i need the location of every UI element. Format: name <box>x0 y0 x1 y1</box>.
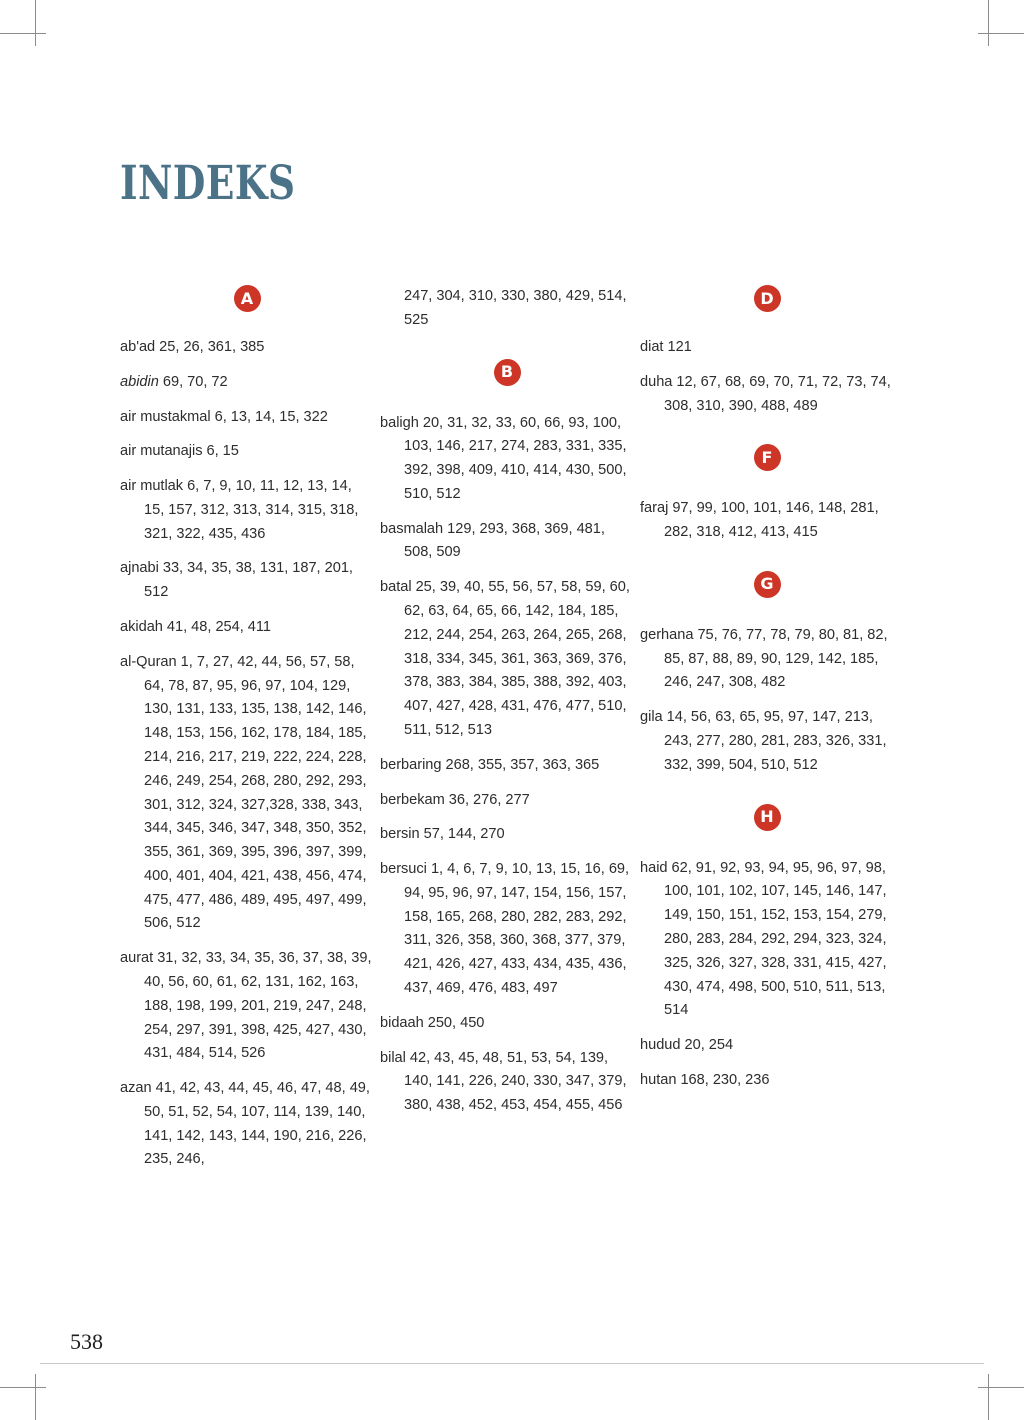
letter-section-g <box>640 571 894 598</box>
footer-divider <box>40 1363 984 1364</box>
index-entry: gerhana 75, 76, 77, 78, 79, 80, 81, 82, 85, 87, 88, 89, 90, 129, 142, 185, 246, 247, 308, 482 <box>640 626 888 691</box>
crop-mark-bottom-left-horizontal <box>0 1387 46 1388</box>
crop-mark-bottom-right-vertical <box>988 1374 989 1420</box>
index-entry: gila 14, 56, 63, 65, 95, 97, 147, 213, 243, 277, 280, 281, 283, 326, 331, 332, 399, 504, 510, 512 <box>640 709 887 773</box>
crop-mark-top-left-horizontal <box>0 33 46 34</box>
crop-mark-top-right-vertical <box>988 0 989 46</box>
letter-section-h <box>640 804 894 831</box>
letter-section-a <box>120 285 374 312</box>
index-entry: faraj 97, 99, 100, 101, 146, 148, 281, 282, 318, 412, 413, 415 <box>640 500 879 541</box>
page-number: 538 <box>70 1329 103 1354</box>
index-entry: ab'ad 25, 26, 361, 385 <box>120 339 265 355</box>
index-entry: bersuci 1, 4, 6, 7, 9, 10, 13, 15, 16, 69, 94, 95, 96, 97, 147, 154, 156, 157, 158, 165, 268, 280, 282, 283, 292, 311, 326, 358, 360, 368, 377, 379, 421, 426, 427, 433, 434, 435, 436, 437, 469, 476, 483, 497 <box>380 861 630 996</box>
index-entry: air mustakmal 6, 13, 14, 15, 322 <box>120 408 328 425</box>
index-entry: al-Quran 1, 7, 27, 42, 44, 56, 57, 58, 64, 78, 87, 95, 96, 97, 104, 129, 130, 131, 133, 135, 138, 142, 146, 148, 153, 156, 162, 178, 184, 185, 214, 216, 217, 219, 222, 224, 228, 246, 249, 254, 268, 280, 292, 293, 301, 312, 324, 327,328, 338, 343, 344, 345, 346, 347, 348, 350, 352, 355, 361, 369, 395, 396, 397, 399, 400, 401, 404, 421, 438, 456, 474, 475, 477, 486, 489, 495, 497, 499, 506, 512 <box>120 653 367 932</box>
index-entry: hutan 168, 230, 236 <box>640 1071 770 1088</box>
letter-badge-g: G <box>754 571 781 598</box>
letter-section-d <box>640 285 894 312</box>
index-columns <box>0 285 1024 1172</box>
index-entry: haid 62, 91, 92, 93, 94, 95, 96, 97, 98, 100, 101, 102, 107, 145, 146, 147, 149, 150, 151, 152, 153, 154, 279, 280, 283, 284, 292, 294, 323, 324, 325, 326, 327, 328, 331, 415, 427, 430, 474, 498, 500, 510, 511, 513, 514 <box>640 859 887 1019</box>
index-entry: bersin 57, 144, 270 <box>380 826 505 843</box>
index-entry: akidah 41, 48, 254, 411 <box>120 619 272 636</box>
index-entry: bidaah 250, 450 <box>380 1014 485 1031</box>
index-column-3 <box>640 285 894 1172</box>
index-entry-continuation: 247, 304, 310, 330, 380, 429, 514, 525 <box>404 288 627 328</box>
index-entry: hudud 20, 254 <box>640 1037 734 1054</box>
crop-mark-top-right-horizontal <box>978 33 1024 34</box>
crop-mark-bottom-right-horizontal <box>978 1387 1024 1388</box>
index-column-2 <box>380 285 634 1172</box>
letter-badge-a: A <box>234 285 261 312</box>
crop-mark-bottom-left-vertical <box>35 1374 36 1420</box>
index-term: abidin <box>120 373 159 390</box>
index-entry: basmalah 129, 293, 368, 369, 481, 508, 509 <box>380 520 605 561</box>
letter-badge-b: B <box>494 359 521 386</box>
index-entry: batal 25, 39, 40, 55, 56, 57, 58, 59, 60, 62, 63, 64, 65, 66, 142, 184, 185, 212, 244, 254, 263, 264, 265, 268, 318, 334, 345, 361, 363, 369, 376, 378, 383, 384, 385, 388, 392, 403, 407, 427, 428, 431, 476, 477, 510, 511, 512, 513 <box>380 579 630 738</box>
index-entry: bilal 42, 43, 45, 48, 51, 53, 54, 139, 140, 141, 226, 240, 330, 347, 379, 380, 438, 452, 453, 454, 455, 456 <box>380 1049 627 1114</box>
index-entry: air mutanajis 6, 15 <box>120 443 239 460</box>
index-entry: berbaring 268, 355, 357, 363, 365 <box>380 756 600 773</box>
index-entry: aurat 31, 32, 33, 34, 35, 36, 37, 38, 39, 40, 56, 60, 61, 62, 131, 162, 163, 188, 198, 199, 201, 219, 247, 248, 254, 297, 391, 398, 425, 427, 430, 431, 484, 514, 526 <box>120 950 372 1062</box>
index-entry: berbekam 36, 276, 277 <box>380 791 530 808</box>
index-entry: abidin 69, 70, 72 <box>120 373 228 390</box>
letter-badge-f: F <box>754 444 781 471</box>
index-entry: duha 12, 67, 68, 69, 70, 71, 72, 73, 74, 308, 310, 390, 488, 489 <box>640 373 891 414</box>
index-entry: baligh 20, 31, 32, 33, 60, 66, 93, 100, 103, 146, 217, 274, 283, 331, 335, 392, 398, 409, 410, 414, 430, 500, 510, 512 <box>380 414 627 502</box>
index-entry: ajnabi 33, 34, 35, 38, 131, 187, 201, 512 <box>120 560 353 601</box>
index-column-1 <box>120 285 374 1172</box>
letter-section-f <box>640 444 894 471</box>
index-entry: diat 121 <box>640 339 692 355</box>
letter-section-b <box>380 359 634 386</box>
index-entry: air mutlak 6, 7, 9, 10, 11, 12, 13, 14, 15, 157, 312, 313, 314, 315, 318, 321, 322, 435, 436 <box>120 478 359 542</box>
index-entry: azan 41, 42, 43, 44, 45, 46, 47, 48, 49, 50, 51, 52, 54, 107, 114, 139, 140, 141, 142, 143, 144, 190, 216, 226, 235, 246, <box>120 1080 370 1168</box>
letter-badge-h: H <box>754 804 781 831</box>
crop-mark-top-left-vertical <box>35 0 36 46</box>
letter-badge-d: D <box>754 285 781 312</box>
page-title: INDEKS <box>120 156 296 211</box>
